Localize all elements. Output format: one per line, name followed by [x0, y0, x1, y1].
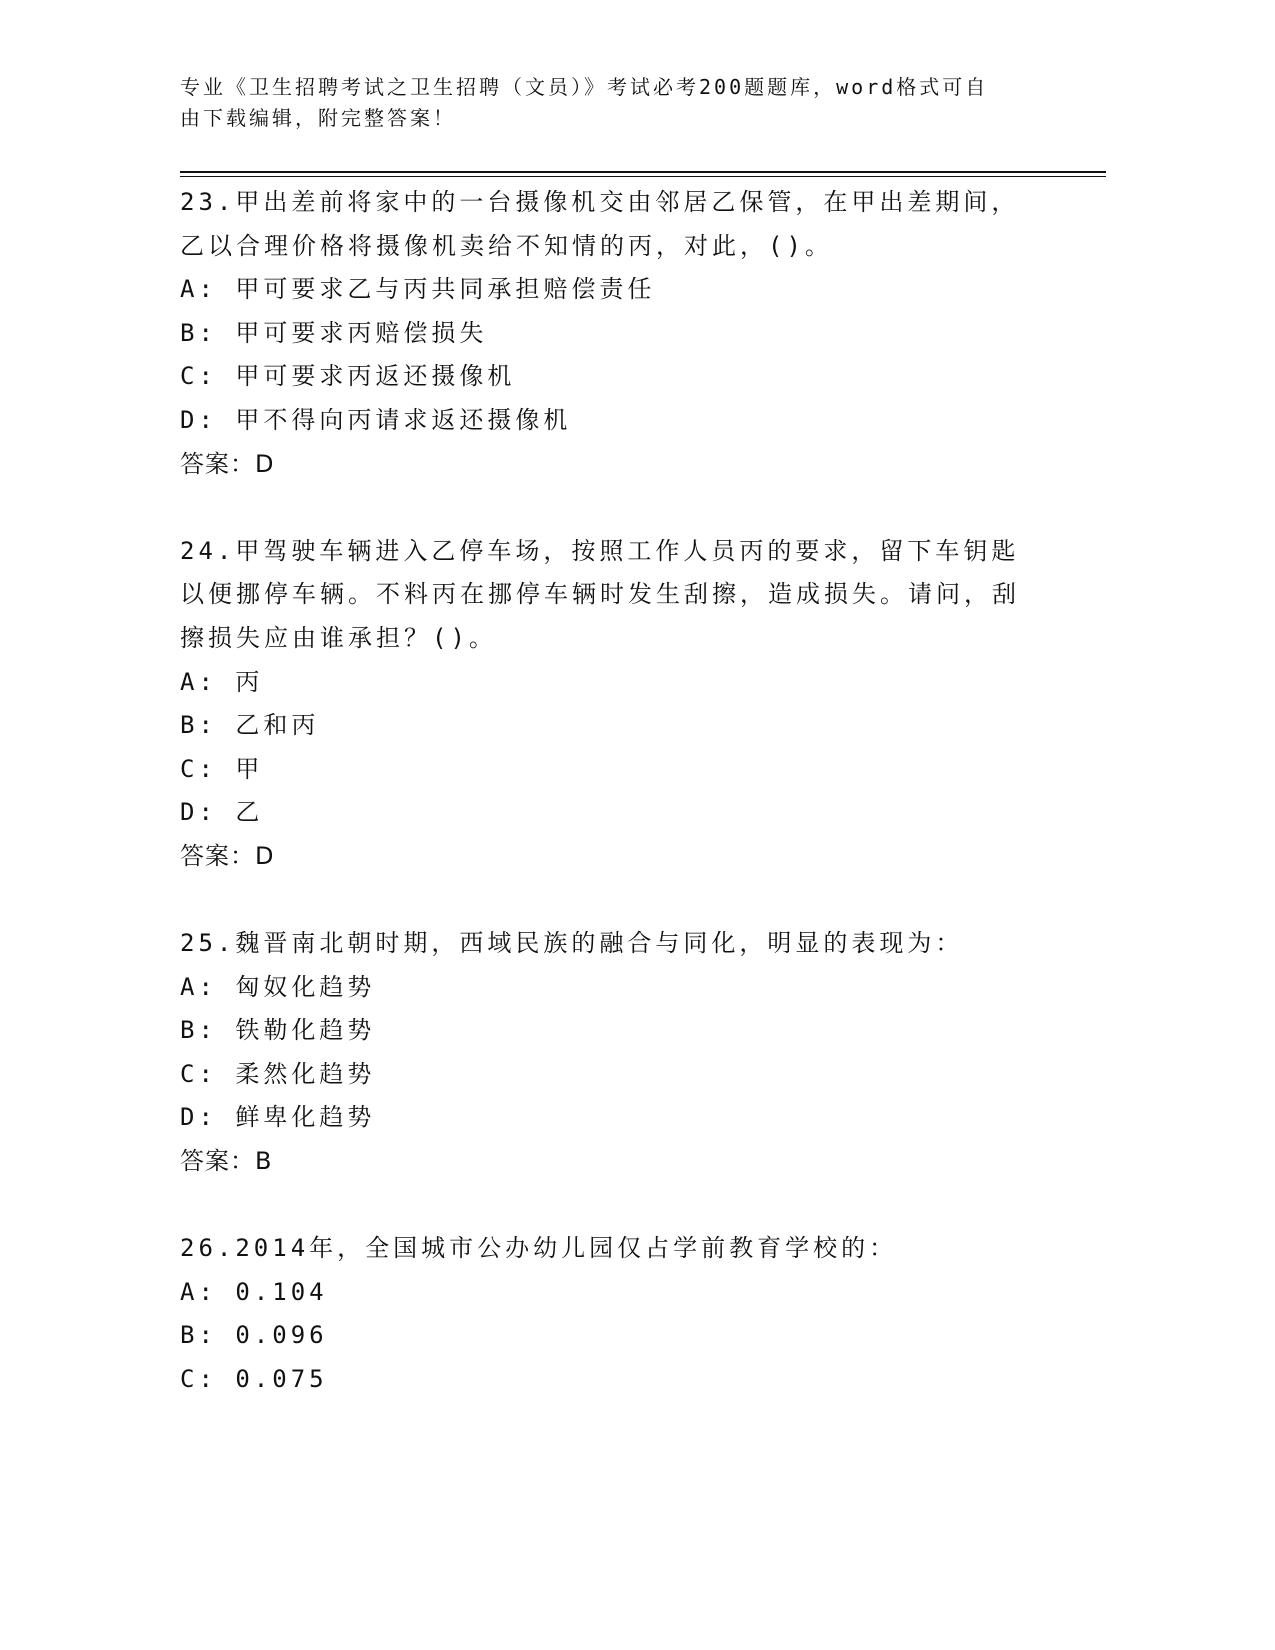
question-stem: 24.甲驾驶车辆进入乙停车场，按照工作人员丙的要求，留下车钥匙以便挪停车辆。不料丙在挪停车辆时发生刮擦，造成损失。请问，刮擦损失应由谁承担？()。 — [180, 536, 1020, 652]
option-d: D: 鲜卑化趋势 — [180, 1103, 376, 1132]
option-c: C: 柔然化趋势 — [180, 1059, 376, 1088]
question-25 — [180, 922, 1040, 1184]
answer: 答案：D — [180, 841, 275, 870]
option-c: C: 甲可要求丙返还摄像机 — [180, 362, 516, 391]
option-b: B: 铁勒化趋势 — [180, 1016, 376, 1045]
document-header — [180, 72, 1040, 134]
answer: 答案：B — [180, 1147, 273, 1176]
option-a: A: 0.104 — [180, 1277, 328, 1306]
option-b: B: 乙和丙 — [180, 711, 320, 740]
option-c: C: 甲 — [180, 754, 264, 783]
option-a: A: 甲可要求乙与丙共同承担赔偿责任 — [180, 275, 656, 304]
question-24 — [180, 530, 1040, 879]
question-list — [180, 181, 1040, 1445]
option-a: A: 匈奴化趋势 — [180, 972, 376, 1001]
header-line-2: 由下载编辑，附完整答案！ — [180, 106, 456, 130]
option-c: C: 0.075 — [180, 1365, 328, 1394]
header-line-1: 专业《卫生招聘考试之卫生招聘（文员）》考试必考200题题库，word格式可自 — [180, 75, 989, 99]
option-b: B: 0.096 — [180, 1321, 328, 1350]
answer: 答案：D — [180, 449, 275, 478]
question-stem: 25.魏晋南北朝时期，西域民族的融合与同化，明显的表现为： — [180, 929, 964, 958]
option-b: B: 甲可要求丙赔偿损失 — [180, 318, 488, 347]
option-a: A: 丙 — [180, 667, 264, 696]
question-stem: 26.2014年，全国城市公办幼儿园仅占学前教育学校的： — [180, 1234, 898, 1263]
header-divider — [180, 171, 1106, 177]
question-stem: 23.甲出差前将家中的一台摄像机交由邻居乙保管，在甲出差期间，乙以合理价格将摄像机卖给不知情的丙，对此，()。 — [180, 188, 1020, 260]
option-d: D: 甲不得向丙请求返还摄像机 — [180, 405, 572, 434]
question-26 — [180, 1227, 1040, 1401]
option-d: D: 乙 — [180, 798, 264, 827]
question-23 — [180, 181, 1040, 486]
